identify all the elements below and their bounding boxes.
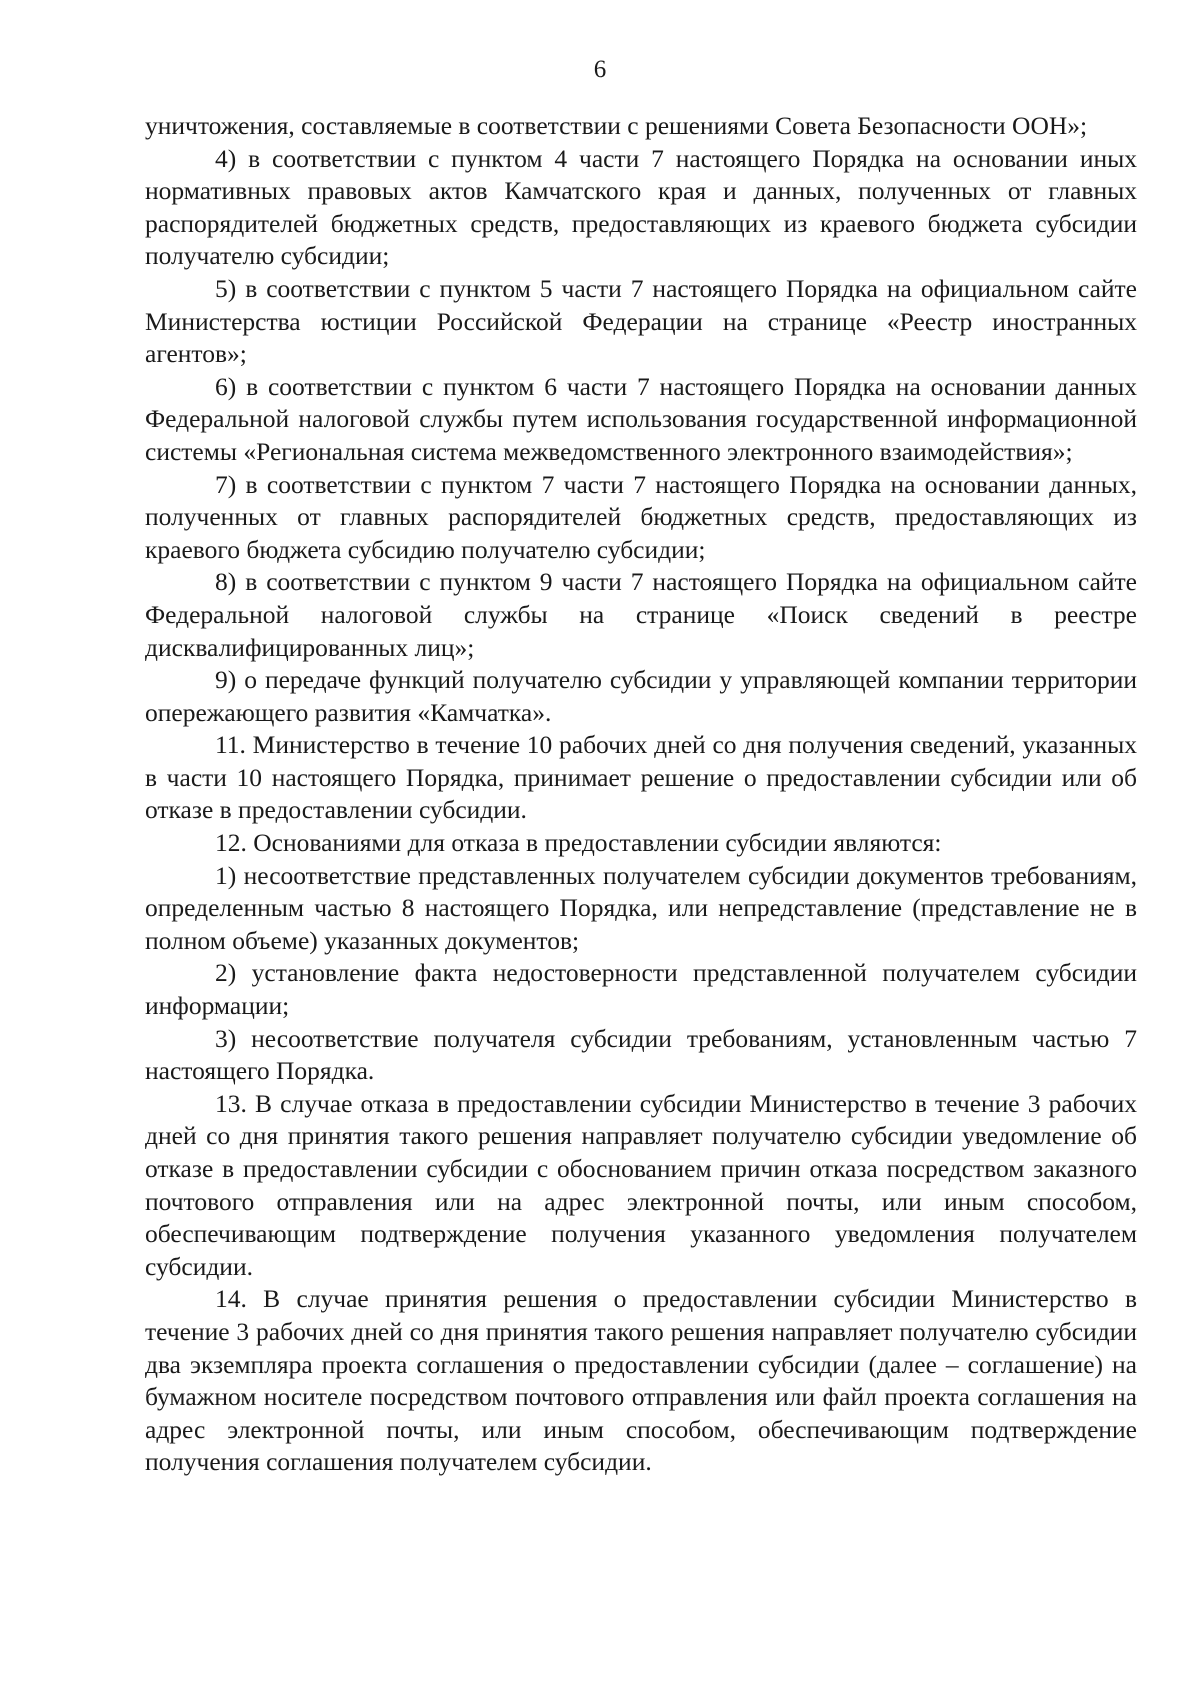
paragraph-refusal-ground-2: 2) установление факта недостоверности представленной получателем субсидии информации; xyxy=(145,958,1137,1021)
page-number: 6 xyxy=(593,56,607,83)
paragraph-section-14: 14. В случае принятия решения о предоставлении субсидии Министерство в течение 3 рабочих дней со дня принятия такого решения направляет получателю субсидии два экземпляра проекта соглашения о предоставлении субсидии (далее – соглашение) на бумажном носителе посредством почтового отправления или файл проекта соглашения на адрес электронной почты, или иным способом, обеспечивающим подтверждение получения соглашения получателем субсидии. xyxy=(145,1284,1137,1477)
paragraph-section-13: 13. В случае отказа в предоставлении субсидии Министерство в течение 3 рабочих дней со дня принятия такого решения направляет получателю субсидии уведомление об отказе в предоставлении субсидии с обоснованием причин отказа посредством заказного почтового отправления или на адрес электронной почты, или иным способом, обеспечивающим подтверждение получения указанного уведомления получателем субсидии. xyxy=(145,1088,1137,1281)
paragraph-continuation: уничтожения, составляемые в соответствии с решениями Совета Безопасности ООН»; xyxy=(145,111,1088,140)
paragraph-item-9: 9) о передаче функций получателю субсидии у управляющей компании территории опережающего развития «Камчатка». xyxy=(145,665,1137,727)
paragraph-section-11: 11. Министерство в течение 10 рабочих дней со дня получения сведений, указанных в части 10 настоящего Порядка, принимает решение о предоставлении субсидии или об отказе в предоставлении субсидии. xyxy=(145,730,1137,825)
paragraph-item-7: 7) в соответствии с пунктом 7 части 7 настоящего Порядка на основании данных, полученных от главных распорядителей бюджетных средств, предоставляющих из краевого бюджета субсидию получателю субсидии; xyxy=(145,469,1137,564)
document-body xyxy=(145,110,1137,1479)
paragraph-item-5: 5) в соответствии с пунктом 5 части 7 настоящего Порядка на официальном сайте Министерства юстиции Российской Федерации на странице «Реестр иностранных агентов»; xyxy=(145,273,1137,369)
paragraph-item-6: 6) в соответствии с пунктом 6 части 7 настоящего Порядка на основании данных Федеральной налоговой службы путем использования государственной информационной системы «Региональная система межведомственного электронного взаимодействия»; xyxy=(145,371,1137,466)
paragraph-item-4: 4) в соответствии с пунктом 4 части 7 настоящего Порядка на основании иных нормативных правовых актов Камчатского края и данных, полученных от главных распорядителей бюджетных средств, предоставляющих из краевого бюджета субсидии получателю субсидии; xyxy=(145,143,1137,271)
paragraph-section-12: 12. Основаниями для отказа в предоставлении субсидии являются: xyxy=(215,828,942,858)
paragraph-refusal-ground-1: 1) несоответствие представленных получателем субсидии документов требованиям, определенным частью 8 настоящего Порядка, или непредставление (представление не в полном объеме) указанных документов; xyxy=(145,860,1137,955)
paragraph-refusal-ground-3: 3) несоответствие получателя субсидии требованиям, установленным частью 7 настоящего Порядка. xyxy=(145,1023,1137,1086)
paragraph-item-8: 8) в соответствии с пунктом 9 части 7 настоящего Порядка на официальном сайте Федеральной налоговой службы на странице «Поиск сведений в реестре дисквалифицированных лиц»; xyxy=(145,567,1137,662)
